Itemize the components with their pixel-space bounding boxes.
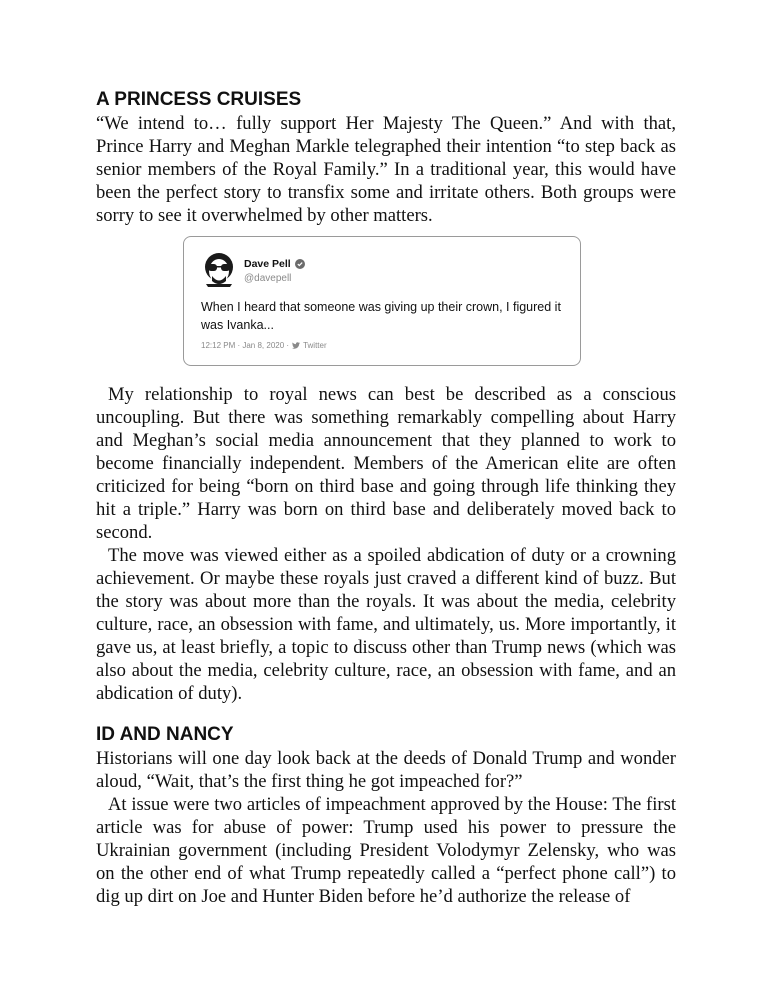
tweet-source[interactable]: Twitter (303, 341, 327, 350)
avatar-icon (202, 251, 236, 287)
paragraph: “We intend to… fully support Her Majesty The Queen.” And with that, Prince Harry and Meghan Markle telegraphed their intention “to step back as senior members of the Royal Family.” In a traditional year, this would have been the perfect story to transfix some and irritate others. Both groups were sorry to see it overwhelmed by other matters. (96, 113, 676, 226)
tweet-meta (201, 341, 327, 350)
section-heading-princess-cruises: A PRINCESS CRUISES (96, 89, 302, 110)
embedded-tweet (183, 236, 581, 366)
tweet-author-handle[interactable]: @davepell (244, 273, 292, 284)
tweet-text: When I heard that someone was giving up their crown, I figured it was Ivanka... (201, 300, 561, 332)
paragraph: My relationship to royal news can best be described as a conscious uncoupling. But there was something remarkably compelling about Harry and Meghan’s social media announcement that they planned to work to become financially independent. Members of the American elite are often criticized for being “born on third base and going through life thinking they hit a triple.” Harry was born on third base and deliberately moved back to second. (96, 384, 676, 543)
verified-badge-icon (295, 259, 305, 269)
tweet-author-row (244, 258, 305, 270)
twitter-bird-icon (292, 342, 300, 349)
section-heading-id-and-nancy: ID AND NANCY (96, 724, 234, 745)
tweet-date[interactable]: 12:12 PM · Jan 8, 2020 · (201, 341, 290, 350)
paragraph: At issue were two articles of impeachment approved by the House: The first article was for abuse of power: Trump used his power to pressure the Ukrainian government (including President Volodymyr Zelensky, who was on the other end of what Trump repeatedly called a “perfect phone call”) to dig up dirt on Joe and Hunter Biden before he’d authorize the release of (96, 794, 676, 907)
tweet-author-name[interactable]: Dave Pell (244, 258, 291, 270)
paragraph: Historians will one day look back at the deeds of Donald Trump and wonder aloud, “Wait, that’s the first thing he got impeached for?” (96, 748, 676, 792)
page-content (96, 88, 676, 908)
paragraph: The move was viewed either as a spoiled abdication of duty or a crowning achievement. Or maybe these royals just craved a different kind of buzz. But the story was about more than the royals. It was about the media, celebrity culture, race, an obsession with fame, and ultimately, us. More importantly, it gave us, at least briefly, a topic to discuss other than Trump news (which was also about the media, celebrity culture, race, an obsession with fame, and an abdication of duty). (96, 545, 676, 704)
